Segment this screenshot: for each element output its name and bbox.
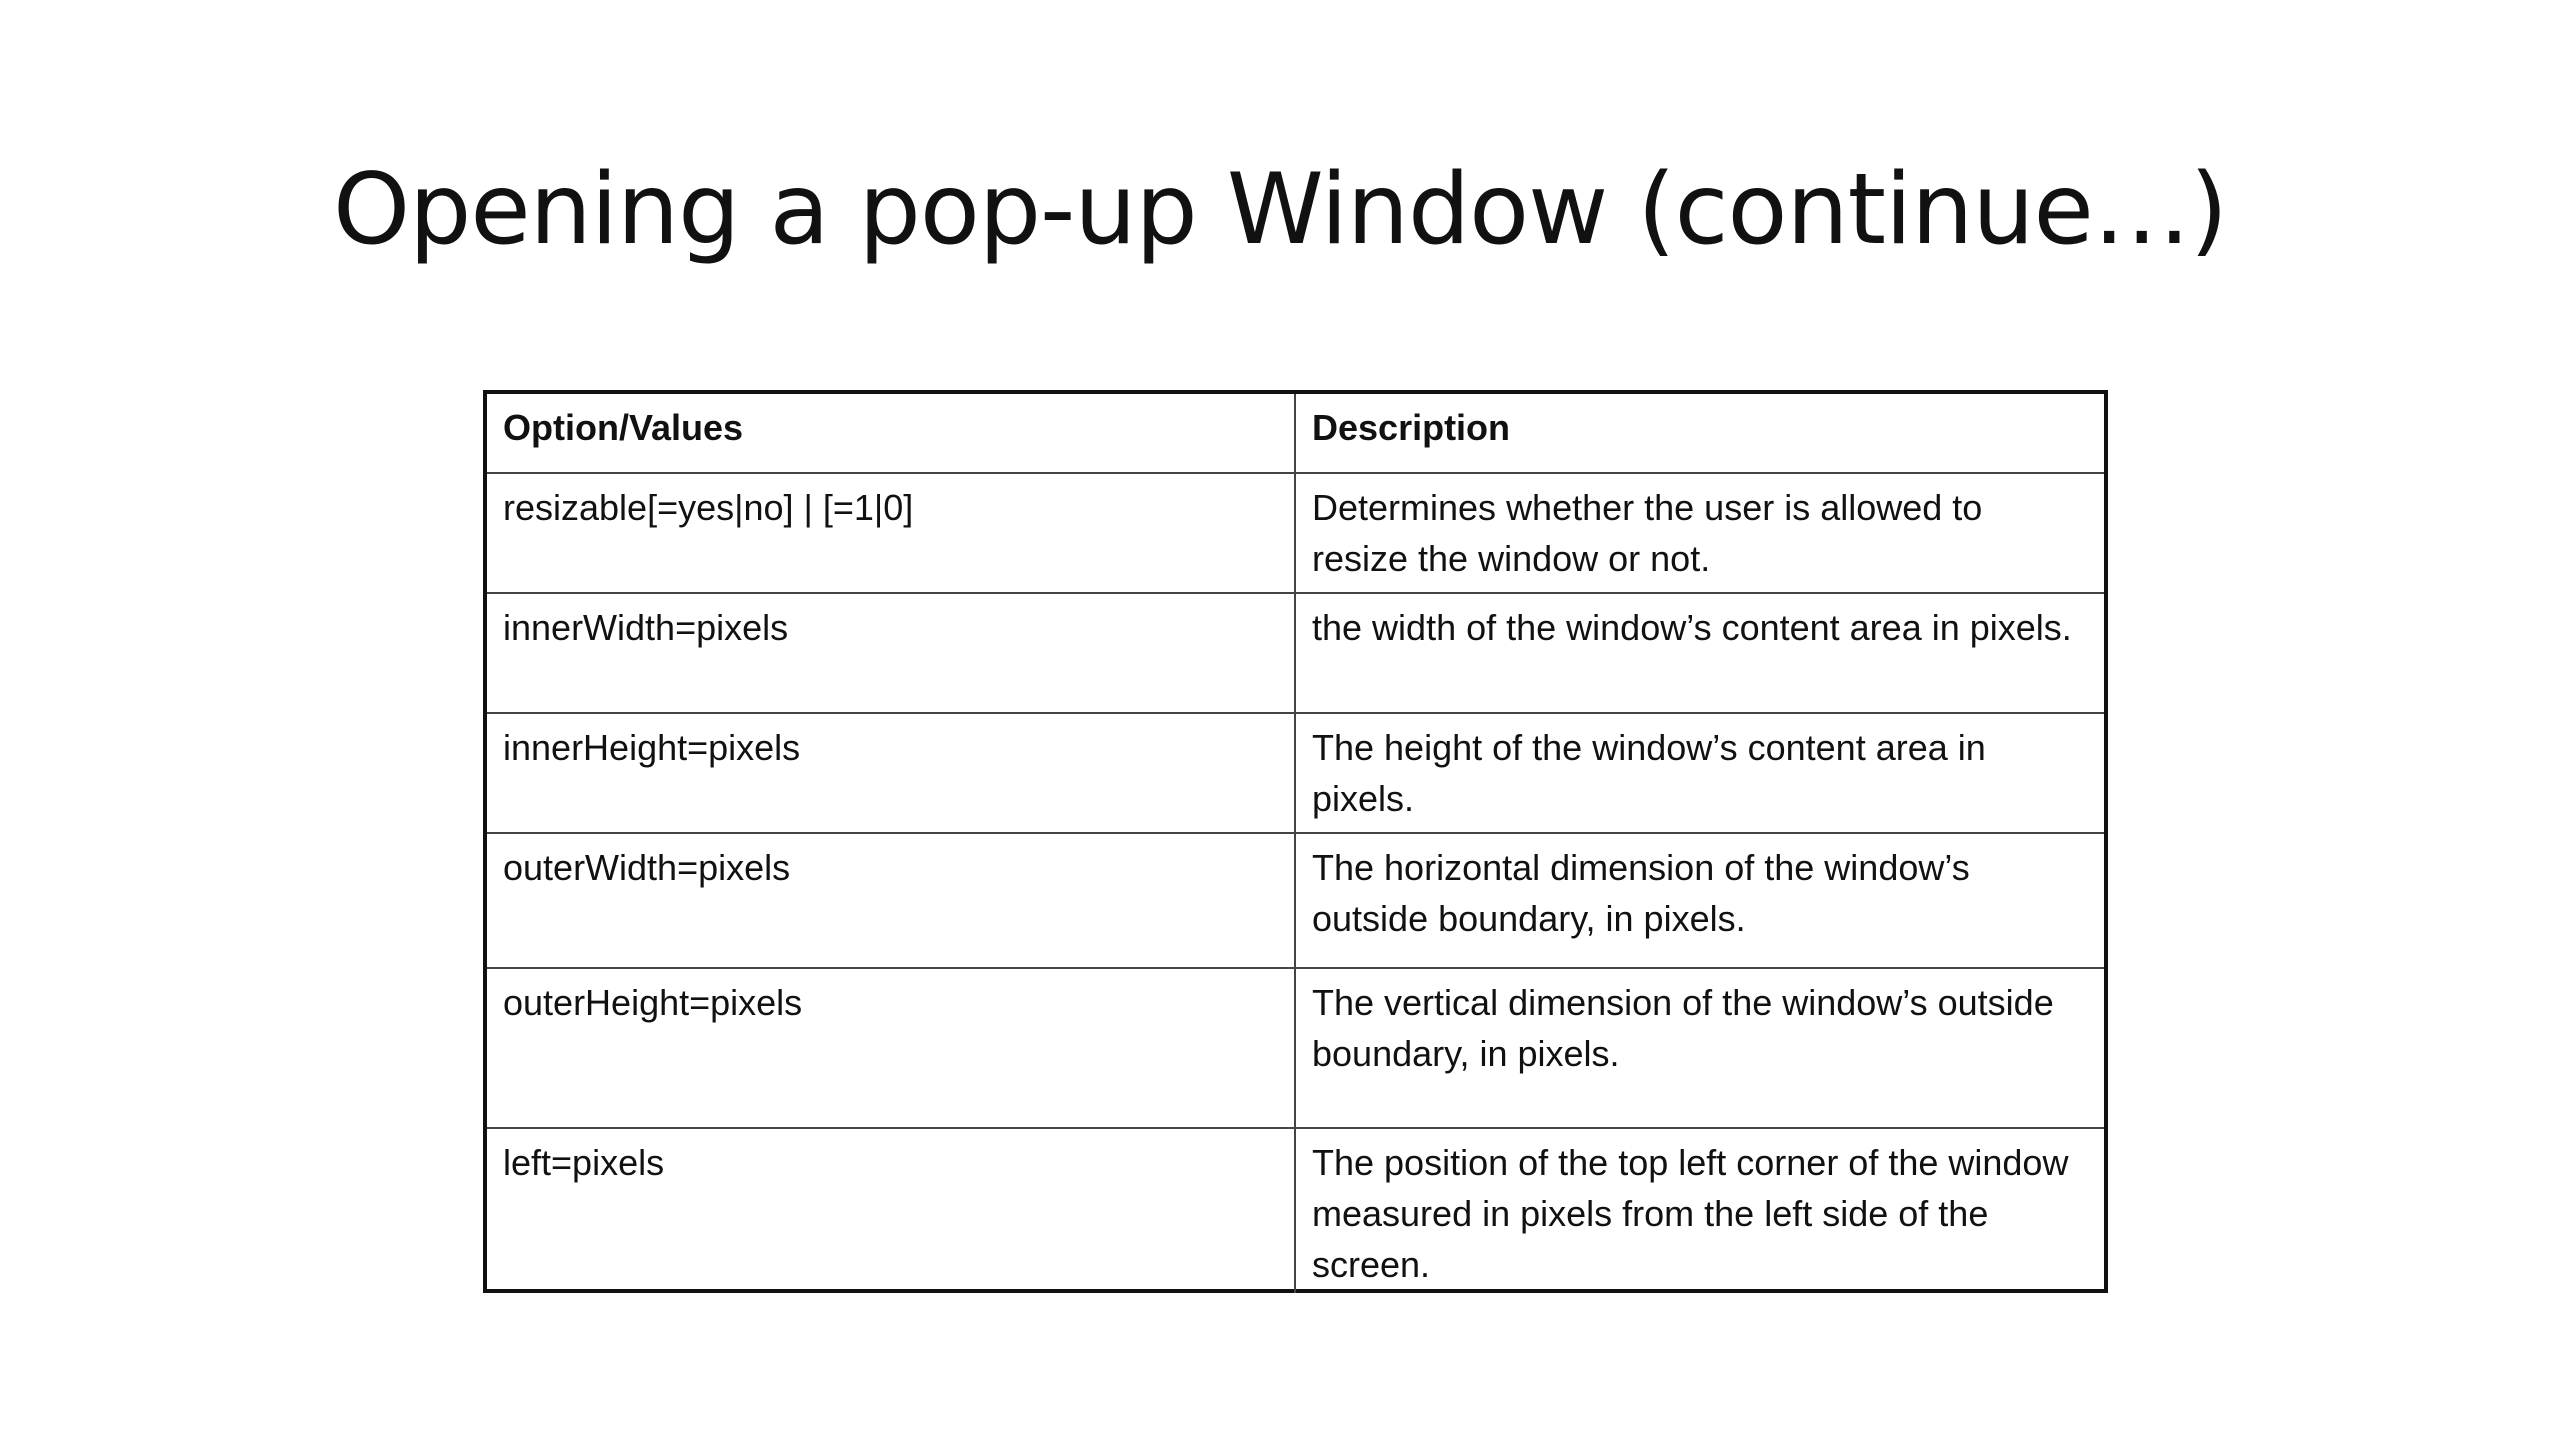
- slide-title: Opening a pop-up Window (continue…): [333, 153, 2227, 267]
- table-header-row: [487, 394, 2104, 473]
- option-cell: outerHeight=pixels: [487, 968, 1295, 1128]
- table-row: [487, 968, 2104, 1128]
- description-cell: the width of the window’s content area in pixels.: [1295, 593, 2104, 713]
- description-cell: Determines whether the user is allowed to resize the window or not.: [1295, 473, 2104, 593]
- description-cell: The height of the window’s content area in pixels.: [1295, 713, 2104, 833]
- option-cell: resizable[=yes|no] | [=1|0]: [487, 473, 1295, 593]
- description-cell: The vertical dimension of the window’s outside boundary, in pixels.: [1295, 968, 2104, 1128]
- options-table-frame: [483, 390, 2108, 1293]
- option-cell: innerHeight=pixels: [487, 713, 1295, 833]
- table-row: [487, 593, 2104, 713]
- option-cell: innerWidth=pixels: [487, 593, 1295, 713]
- table-row: [487, 713, 2104, 833]
- table-row: [487, 833, 2104, 968]
- options-table: [487, 394, 2104, 1293]
- column-header-description: Description: [1295, 394, 2104, 473]
- table-row: [487, 1128, 2104, 1293]
- table-row: [487, 473, 2104, 593]
- option-cell: left=pixels: [487, 1128, 1295, 1293]
- column-header-option: Option/Values: [487, 394, 1295, 473]
- option-cell: outerWidth=pixels: [487, 833, 1295, 968]
- description-cell: The position of the top left corner of the window measured in pixels from the left side of the screen.: [1295, 1128, 2104, 1293]
- description-cell: The horizontal dimension of the window’s outside boundary, in pixels.: [1295, 833, 2104, 968]
